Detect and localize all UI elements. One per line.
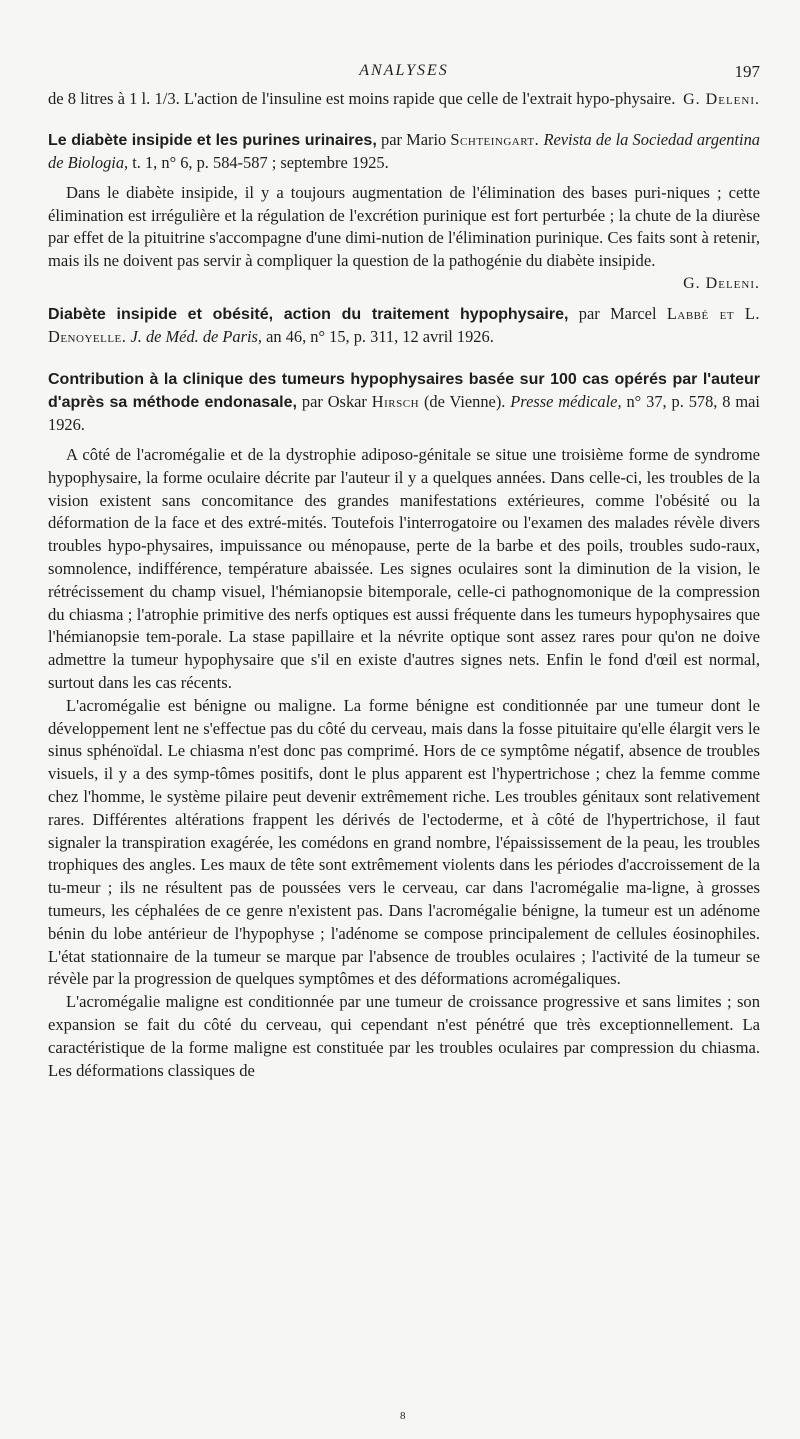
footer-mark: 8 — [400, 1410, 406, 1422]
entry-by: par Mario — [381, 129, 447, 149]
entry-body — [48, 182, 760, 273]
entry-paragraph: L'acromégalie est bénigne ou maligne. La forme bénigne est conditionnée par une tumeur dont le développement lent ne s'effectue pas du côté du cerveau, mais dans la fosse pituitaire qu'elle élargit vers le sinus sphénoïdal. Le chiasma n'est donc pas comprimé. Hors de ce symptôme négatif, absence de troubles visuels, il y a des symp-tômes positifs, dont le plus apparent est l'hypertrichose ; chez la femme comme chez l'homme, le système pilaire peut devenir extrêmement riche. Les troubles génitaux sont relativement rares. Différentes altérations frappent les dérivés de l'ectoderme, et à côté de l'hypertrichose, il faut signaler la transpiration exagérée, les comédons en grand nombre, l'épaississement de la peau, les troubles trophiques des angles. Les maux de tête sont extrêmement violents dans les périodes d'accroissement de la tu-meur ; ils ne résultent pas de poussées vers le cerveau, car dans l'acromégalie ma-ligne, à grosses tumeurs, les céphalées de ce genre n'existent pas. Dans l'acromégalie bénigne, la tumeur est un adénome bénin du lobe antérieur de l'hypophyse ; l'adénome se compose principalement de cellules éosinophiles. L'état stationnaire de la tumeur se marque par l'absence de troubles oculaires ; l'activité de la tumeur se révèle par la progression de quelques symptômes et des déformations acromégaliques. — [48, 695, 760, 989]
entry-title: Diabète insipide et obésité, action du traitement hypophysaire, — [48, 305, 569, 323]
entry-heading — [48, 129, 760, 174]
entry-reference: an 46, n° 15, p. 311, 12 avril 1926. — [266, 326, 494, 346]
entry-journal: J. de Méd. de Paris, — [130, 326, 263, 346]
intro-text: de 8 litres à 1 l. 1/3. L'action de l'insuline est moins rapide que celle de l'extrait hypo-physaire. — [48, 89, 676, 108]
abstract-entry — [48, 368, 760, 1082]
entry-title: Le diabète insipide et les purines urinaires, — [48, 131, 377, 149]
entry-paragraph: L'acromégalie maligne est conditionnée par une tumeur de croissance progressive et sans limites ; son expansion se fait du côté du cerveau, qui cependant n'est pénétré que très exceptionnellement. La caractéristique de la forme maligne est constituée par les troubles oculaires par compression du chiasma. Les déformations classiques de — [48, 992, 760, 1080]
entry-title: Contribution à la clinique des tumeurs hypophysaires basée sur 100 cas opérés par l'auteur d'après sa méthode endonasale, — [48, 370, 760, 411]
entry-author: Schteingart. — [450, 129, 540, 149]
intro-signature: G. Deleni. — [683, 90, 760, 108]
entry-by: par Marcel — [578, 303, 657, 323]
entry-journal: Revista de la Sociedad argentina de Biologia, — [48, 129, 760, 172]
entry-author: Hirsch — [371, 391, 420, 411]
entry-reference: t. 1, n° 6, p. 584-587 ; septembre 1925. — [132, 152, 389, 172]
entry-heading — [48, 368, 760, 436]
entry-journal: Presse médicale, — [510, 391, 622, 411]
page-number: 197 — [734, 62, 760, 81]
entry-reference: n° 37, p. 578, 8 mai 1926. — [48, 391, 760, 434]
entry-by: par Oskar — [301, 391, 367, 411]
entry-heading — [48, 303, 760, 348]
entry-paragraph: A côté de l'acromégalie et de la dystrophie adiposo-génitale se situe une troisième forme de syndrome hypophysaire, la forme oculaire décrite par l'auteur il y a quelques années. Dans celle-ci, les troubles de la vision existent sans concomitance des grandes manifestations extérieures, comme l'obésité ou la déformation de la face et des extré-mités. Toutefois l'interrogatoire ou l'examen des malades révèle divers troubles hypo-physaires, impuissance ou ménopause, perte de la barbe et des poils, troubles sudo-raux, somnolence, indifférence, température abaissée. Les signes oculaires sont la diminution de la vision, le rétrécissement du champ visuel, l'hémianopsie bitemporale, celle-ci pathognomonique de la compression du chiasma ; l'atrophie primitive des nerfs optiques est aussi fréquente dans les tumeurs hypophysaires que l'hémianopsie tem-porale. La stase papillaire et la névrite optique sont assez rares pour qu'on ne doive admettre la tumeur hypophysaire que s'il en existe d'autres signes nets. Enfin le fond d'œil est normal, surtout dans les cas récents. — [48, 444, 760, 692]
document-page — [48, 58, 760, 1082]
entry-author-note: (de Vienne). — [423, 391, 506, 411]
abstract-entry — [48, 303, 760, 348]
entry-paragraph: Dans le diabète insipide, il y a toujours augmentation de l'élimination des bases puri-niques ; cette élimination est irrégulière et la régulation de l'excrétion purinique est fort perturbée ; la chute de la diurèse par effet de la pituitrine s'accompagne d'une dimi-nution de l'élimination purinique. Ces faits sont à retenir, mais ils ne doivent pas servir à compliquer la question de la pathogénie du diabète insipide. — [48, 182, 760, 271]
running-head — [48, 58, 760, 88]
entry-body — [48, 444, 760, 1082]
entry-signature: G. Deleni. — [683, 274, 760, 292]
entry-author: Labbé et L. Denoyelle. — [48, 303, 761, 346]
running-title: ANALYSES — [359, 62, 449, 79]
abstract-entry — [48, 129, 760, 295]
intro-block — [48, 88, 760, 111]
